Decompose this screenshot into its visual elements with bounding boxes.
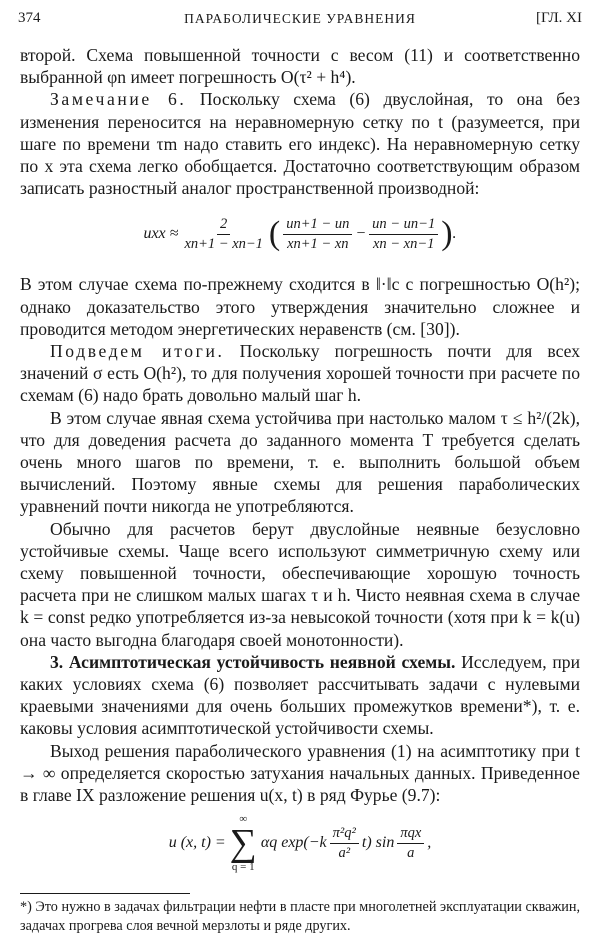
remark-6-label: Замечание 6. [50, 89, 187, 110]
page-number: 374 [18, 10, 41, 26]
formula2-sin-den: a [407, 844, 415, 861]
formula1-backward-den: xn − xn−1 [372, 235, 435, 252]
paragraph-asymptotics: Выход решения параболического уравнения (1) на асимптотику при t → ∞ определяется скоростью затухания начальных данных. Приведенное в главе IX разложение решения u(x, t) в ряд Фурье (9.7): [20, 740, 580, 806]
footnote-rule [20, 893, 190, 894]
remark-6 [20, 88, 580, 199]
page-header [18, 10, 582, 34]
right-paren: ) [441, 215, 453, 253]
section-3 [20, 651, 580, 740]
sum-upper-limit: ∞ [239, 813, 248, 826]
formula1-factor-den: xn+1 − xn−1 [184, 235, 263, 252]
summary-text: Поскольку погрешность почти для всех значений σ есть O(h²), то для получения хорошей точности при расчете по схемам (6) надо брать довольно малый шаг h. [20, 341, 580, 406]
sum-operator [230, 813, 257, 873]
formula2-alpha: αq exp [260, 834, 304, 852]
section-3-heading: 3. Асимптотическая устойчивость неявной схемы. [50, 651, 456, 672]
paragraph-implicit-schemes: Обычно для расчетов берут двуслойные неявные безусловно устойчивые схемы. Чаще всего используют симметричную схему или схему повышенной точности, обеспечивающие хорошую точность расчета при не слишком малых шагах τ и h. Чисто неявная схема в случае k = const редко употребляется из-за невысокой точности (хотя при k = k(u) она часто выгодна благодаря своей монотонности). [20, 518, 580, 650]
summary-paragraph [20, 340, 580, 407]
paragraph-convergence: В этом случае схема по-прежнему сходится в ‖·‖c с погрешностью O(h²); однако доказательство этого утверждения значительно сложнее и проводится методом энергетических неравенств (см. [30]). [20, 274, 580, 339]
formula1-minus: − [355, 225, 367, 243]
formula2-exp-num: π²q² [330, 825, 359, 844]
formula1-backward-num: un − un−1 [369, 216, 438, 235]
sum-sign: ∑ [229, 822, 257, 865]
running-title: ПАРАБОЛИЧЕСКИЕ УРАВНЕНИЯ [184, 11, 416, 26]
formula1-forward-num: un+1 − un [283, 216, 352, 235]
formula2-sin-num: πqx [397, 825, 424, 844]
left-paren: ( [268, 215, 281, 253]
formula-second-derivative [20, 205, 580, 263]
formula2-inner-post: t) sin [361, 834, 395, 852]
formula2-end: , [427, 834, 432, 852]
formula1-end: . [452, 225, 457, 243]
formula1-forward-diff [283, 216, 352, 253]
formula1-factor-num: 2 [217, 216, 230, 235]
formula-fourier-series [20, 810, 580, 876]
chapter-label: [ГЛ. XI [535, 10, 582, 26]
paragraph-explicit-schemes: В этом случае явная схема устойчива при настолько малом τ ≤ h²/(2k), что для доведения расчета до заданного момента T требуется сделать очень много шагов по времени, т. е. выполнить большой объем вычислений. Поэтому явные схемы для решения параболических уравнений почти никогда не употребляются. [20, 407, 580, 517]
formula2-lhs: u (x, t) = [168, 834, 226, 852]
formula2-sin-fraction [397, 825, 424, 862]
formula1-lhs: uxx ≈ [143, 225, 179, 243]
footnote: *) Это нужно в задачах фильтрации нефти в пласте при многолетней эксплуатации скважин, задачах прогрева слоя вечной мерзлоты и ряде других. [20, 899, 580, 934]
section-3-text: Исследуем, при каких условиях схема (6) позволяет рассчитывать задачи с нулевыми краевыми значениями для очень больших промежутков времени*), т. е. каковы условия асимптотической устойчивости схемы. [20, 651, 580, 739]
sum-lower-limit: q = 1 [231, 861, 255, 874]
formula1-backward-diff [369, 216, 438, 253]
paragraph-continued: второй. Схема повышенной точности с весом (11) и соответственно выбранной φn имеет погрешность O(τ² + h⁴). [20, 45, 580, 88]
formula1-forward-den: xn+1 − xn [287, 235, 349, 252]
formula2-exponent-fraction [330, 825, 359, 862]
formula1-factor [181, 216, 265, 253]
summary-label: Подведем итоги. [50, 341, 225, 362]
formula2-inner-pre: (−k [303, 834, 327, 852]
remark-6-text: Поскольку схема (6) двуслойная, то она без изменения переносится на неравномерную сетку по t (разумеется, при шаге по времени τm надо ставить его индекс). На неравномерную сетку по x эта схема легко обобщается. Достаточно соответствующим образом записать разностный аналог пространственной производной: [20, 89, 580, 199]
formula2-exp-den: a² [338, 844, 351, 861]
page-body [20, 44, 580, 876]
